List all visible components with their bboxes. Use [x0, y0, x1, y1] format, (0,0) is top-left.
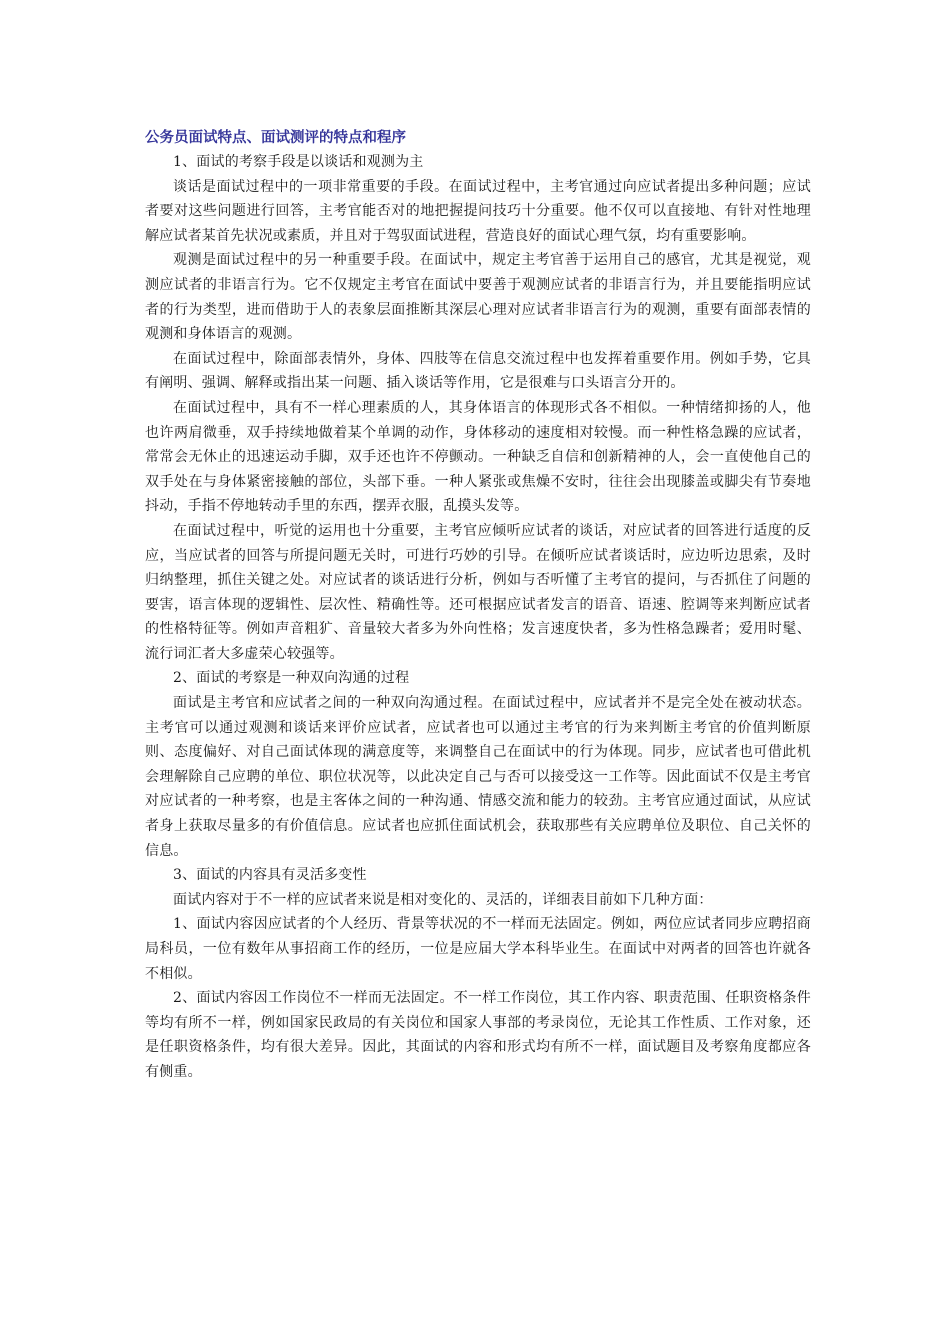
paragraph-two-way: 面试是主考官和应试者之间的一种双向沟通过程。在面试过程中，应试者并不是完全处在被动状态。主考官可以通过观测和谈话来评价应试者，应试者也可以通过主考官的行为来判断主考官的价值判断原则、态度偏好、对自己面试体现的满意度等，来调整自己在面试中的行为体现。同步，应试者也可借此机会理解除自己应聘的单位、职位状况等，以此决定自己与否可以接受这一工作等。因此面试不仅是主考官对应试者的一种考察，也是主客体之间的一种沟通、情感交流和能力的较劲。主考官应通过面试，从应试者身上获取尽量多的有价值信息。应试者也应抓住面试机会，获取那些有关应聘单位及职位、自己关怀的信息。	[145, 695, 811, 859]
paragraph-observation: 观测是面试过程中的另一种重要手段。在面试中，规定主考官善于运用自己的感官，尤其是视觉，观测应试者的非语言行为。它不仅规定主考官在面试中要善于观测应试者的非语言行为，并且要能指明应试者的行为类型，进而借助于人的表象层面推断其深层心理对应试者非语言行为的观测，重要有面部表情的观测和身体语言的观测。	[145, 252, 811, 343]
paragraph-listening: 在面试过程中，听觉的运用也十分重要，主考官应倾听应试者的谈话，对应试者的回答进行适度的反应，当应试者的回答与所提问题无关时，可进行巧妙的引导。在倾听应试者谈话时，应边听边思索，及时归纳整理，抓住关键之处。对应试者的谈话进行分析，例如与否听懂了主考官的提问，与否抓住了问题的要害，语言体现的逻辑性、层次性、精确性等。还可根据应试者发言的语音、语速、腔调等来判断应试者的性格特征等。例如声音粗犷、音量较大者多为外向性格；发言速度快者，多为性格急躁者；爱用时髦、流行词汇者大多虚荣心较强等。	[145, 522, 811, 662]
document-title: 公务员面试特点、面试测评的特点和程序	[145, 130, 406, 146]
section-heading-2: 2、面试的考察是一种双向沟通的过程	[173, 670, 410, 687]
paragraph-psychology: 在面试过程中，具有不一样心理素质的人，其身体语言的体现形式各不相似。一种情绪抑扬的人，他也许两肩微垂，双手持续地做着某个单调的动作，身体移动的速度相对较慢。而一种性格急躁的应试者，常常会无休止的迅速运动手脚，双手还也许不停颤动。一种缺乏自信和创新精神的人，会一直使他自己的双手处在与身体紧密接触的部位，头部下垂。一种人紧张或焦燥不安时，往往会出现膝盖或脚尖有节奏地抖动，手指不停地转动手里的东西，摆弄衣服，乱摸头发等。	[145, 399, 811, 515]
paragraph-content-intro: 面试内容对于不一样的应试者来说是相对变化的、灵活的，详细表目前如下几种方面：	[173, 891, 713, 908]
paragraph-content-1: 1、面试内容因应试者的个人经历、背景等状况的不一样而无法固定。例如，两位应试者同步应聘招商局科员，一位有数年从事招商工作的经历，一位是应届大学本科毕业生。在面试中对两者的回答也许就各不相似。	[145, 916, 811, 982]
paragraph-content-2: 2、面试内容因工作岗位不一样而无法固定。不一样工作岗位，其工作内容、职责范围、任职资格条件等均有所不一样，例如国家民政局的有关岗位和国家人事部的考录岗位，无论其工作性质、工作对象，还是任职资格条件，均有很大差异。因此，其面试的内容和形式均有所不一样，面试题目及考察角度都应各有侧重。	[145, 990, 811, 1080]
section-heading-3: 3、面试的内容具有灵活多变性	[173, 867, 367, 884]
paragraph-body-language: 在面试过程中，除面部表情外，身体、四肢等在信息交流过程中也发挥着重要作用。例如手势，它具有阐明、强调、解释或指出某一问题、插入谈话等作用，它是很难与口头语言分开的。	[145, 350, 811, 392]
document-page	[145, 126, 811, 1085]
paragraph-talk: 谈话是面试过程中的一项非常重要的手段。在面试过程中，主考官通过向应试者提出多种问题；应试者要对这些问题进行回答，主考官能否对的地把握提问技巧十分重要。他不仅可以直接地、有针对性地理解应试者某首先状况或素质，并且对于驾驭面试进程，营造良好的面试心理气氛，均有重要影响。	[145, 178, 811, 244]
section-heading-1: 1、面试的考察手段是以谈话和观测为主	[173, 154, 424, 170]
